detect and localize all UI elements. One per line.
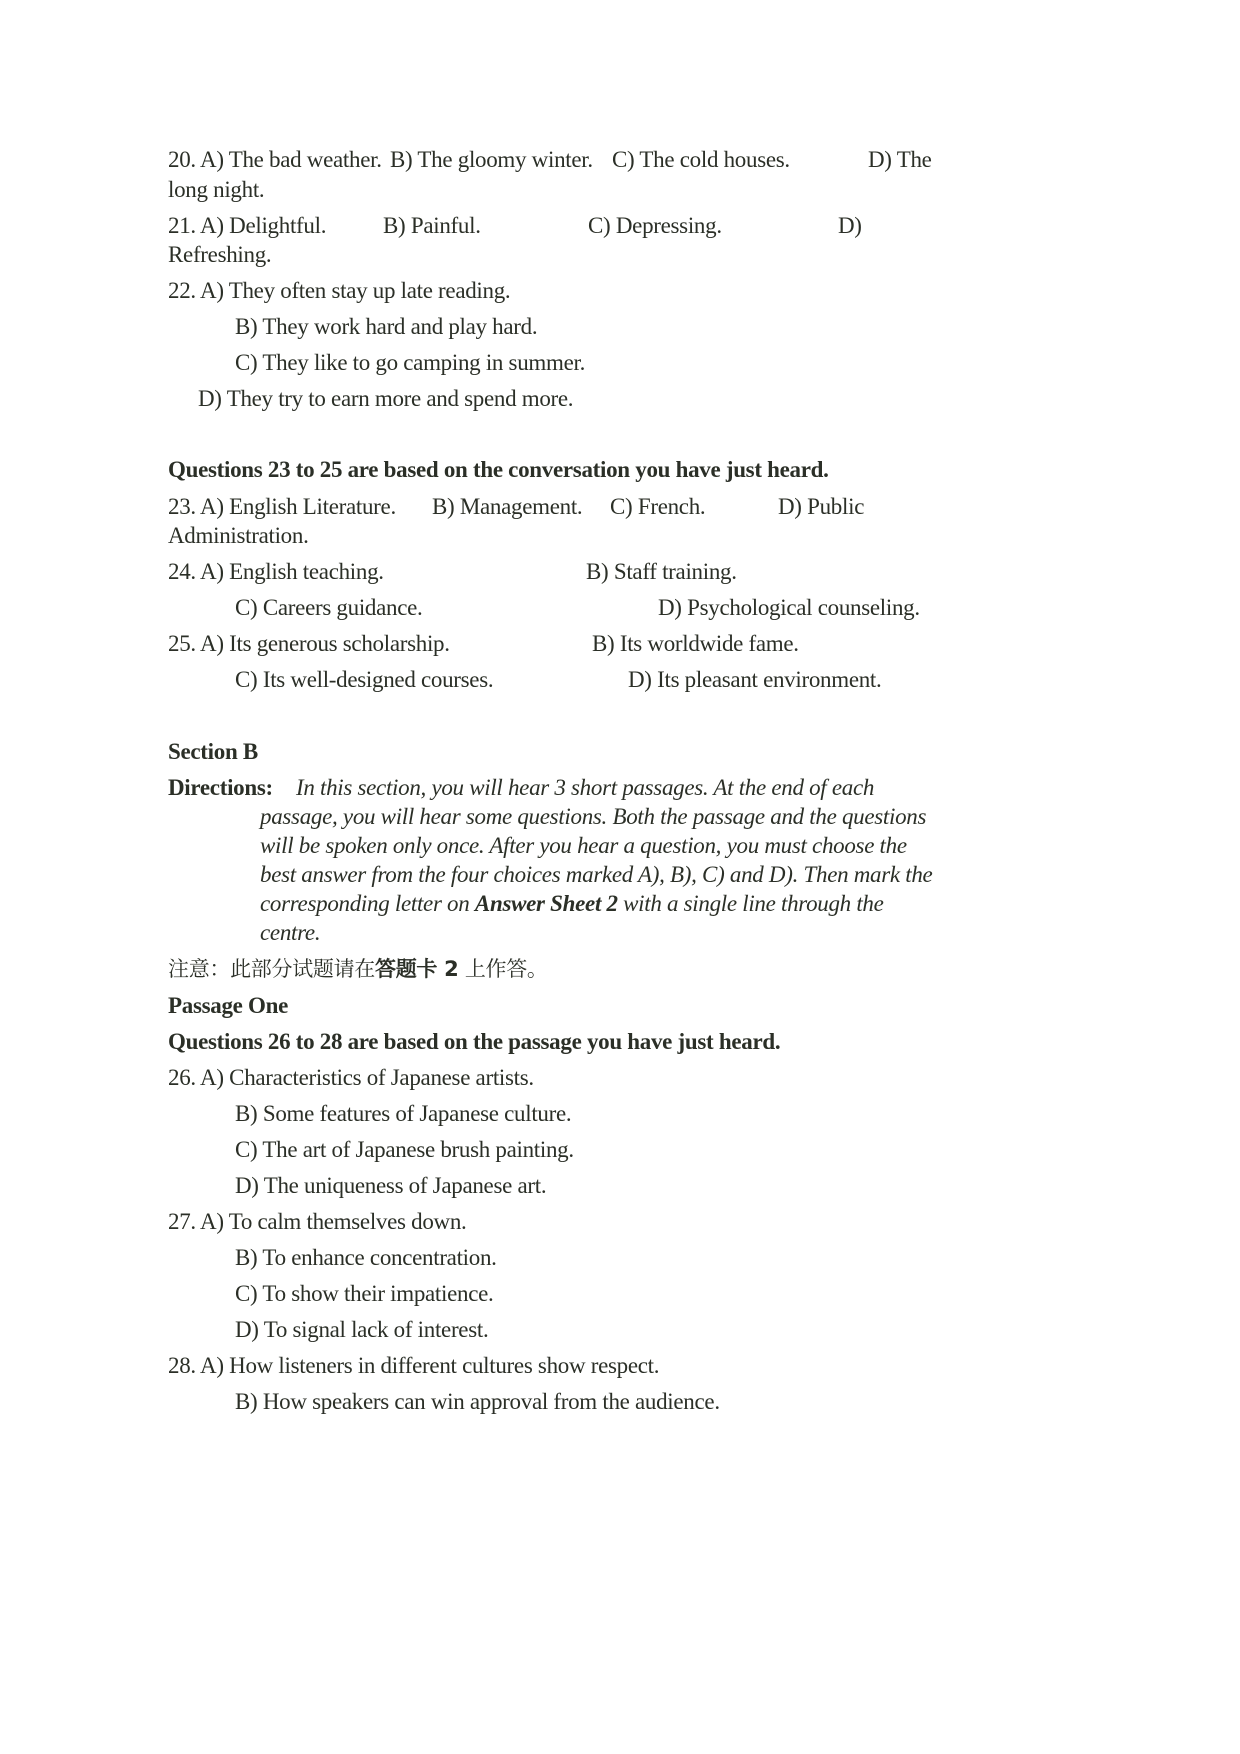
directions-line-5-post: with a single line through the [617,891,884,916]
q25-option-d: D) Its pleasant environment. [628,667,882,692]
q22-option-c: C) They like to go camping in summer. [235,350,586,375]
q28-option-a: 28. A) How listeners in different cultures show respect. [168,1353,660,1378]
q20-option-b: B) The gloomy winter. [390,147,593,172]
directions-label: Directions: [168,775,273,800]
directions-line-5-pre: corresponding letter on [260,891,475,916]
q24-option-d: D) Psychological counseling. [658,595,920,620]
q24-option-b: B) Staff training. [586,559,737,584]
q21-option-d: D) [838,213,862,238]
chinese-note-bold: 答题卡 2 [375,957,459,981]
directions-line-2: passage, you will hear some questions. Both the passage and the questions [260,804,927,829]
q22-option-d: D) They try to earn more and spend more. [198,386,574,411]
q24-option-a: 24. A) English teaching. [168,559,384,584]
q28-option-b: B) How speakers can win approval from the audience. [235,1389,720,1414]
q21-option-c: C) Depressing. [588,213,722,238]
q23-option-b: B) Management. [432,494,583,519]
q27-option-a: 27. A) To calm themselves down. [168,1209,467,1234]
q23-option-c: C) French. [610,494,706,519]
q27-option-d: D) To signal lack of interest. [235,1317,489,1342]
q27-option-c: C) To show their impatience. [235,1281,494,1306]
q25-option-b: B) Its worldwide fame. [592,631,799,656]
directions-line-3: will be spoken only once. After you hear a question, you must choose the [260,833,907,858]
q23-option-d: D) Public [778,494,865,519]
q22-option-a: 22. A) They often stay up late reading. [168,278,511,303]
q21-option-d-cont: Refreshing. [168,242,272,267]
section-b-title: Section B [168,739,258,764]
answer-sheet-ref: Answer Sheet 2 [474,891,618,916]
q26-option-d: D) The uniqueness of Japanese art. [235,1173,547,1198]
q25-option-c: C) Its well-designed courses. [235,667,494,692]
q20-option-d: D) The [868,147,932,172]
q23-option-d-cont: Administration. [168,523,309,548]
chinese-note-pre: 注意：此部分试题请在 [168,957,375,981]
q21-option-a: 21. A) Delightful. [168,213,327,238]
chinese-note [168,954,548,984]
chinese-note-post: 上作答。 [458,957,548,981]
q23-option-a: 23. A) English Literature. [168,494,396,519]
directions-line-5 [260,889,884,919]
passage-one-heading: Questions 26 to 28 are based on the passage you have just heard. [168,1029,781,1054]
q26-option-a: 26. A) Characteristics of Japanese artists. [168,1065,534,1090]
directions-line-4: best answer from the four choices marked A), B), C) and D). Then mark the [260,862,933,887]
directions-line-6: centre. [260,920,321,945]
q27-option-b: B) To enhance concentration. [235,1245,497,1270]
passage-one-title: Passage One [168,993,288,1018]
q26-option-c: C) The art of Japanese brush painting. [235,1137,574,1162]
q20-option-a: 20. A) The bad weather. [168,147,382,172]
q21-option-b: B) Painful. [383,213,481,238]
q20-option-d-cont: long night. [168,177,265,202]
q24-option-c: C) Careers guidance. [235,595,423,620]
q22-option-b: B) They work hard and play hard. [235,314,538,339]
q25-option-a: 25. A) Its generous scholarship. [168,631,450,656]
directions-line-1: In this section, you will hear 3 short passages. At the end of each [296,775,875,800]
q20-option-c: C) The cold houses. [612,147,790,172]
conversation-heading: Questions 23 to 25 are based on the conversation you have just heard. [168,457,829,482]
q26-option-b: B) Some features of Japanese culture. [235,1101,572,1126]
